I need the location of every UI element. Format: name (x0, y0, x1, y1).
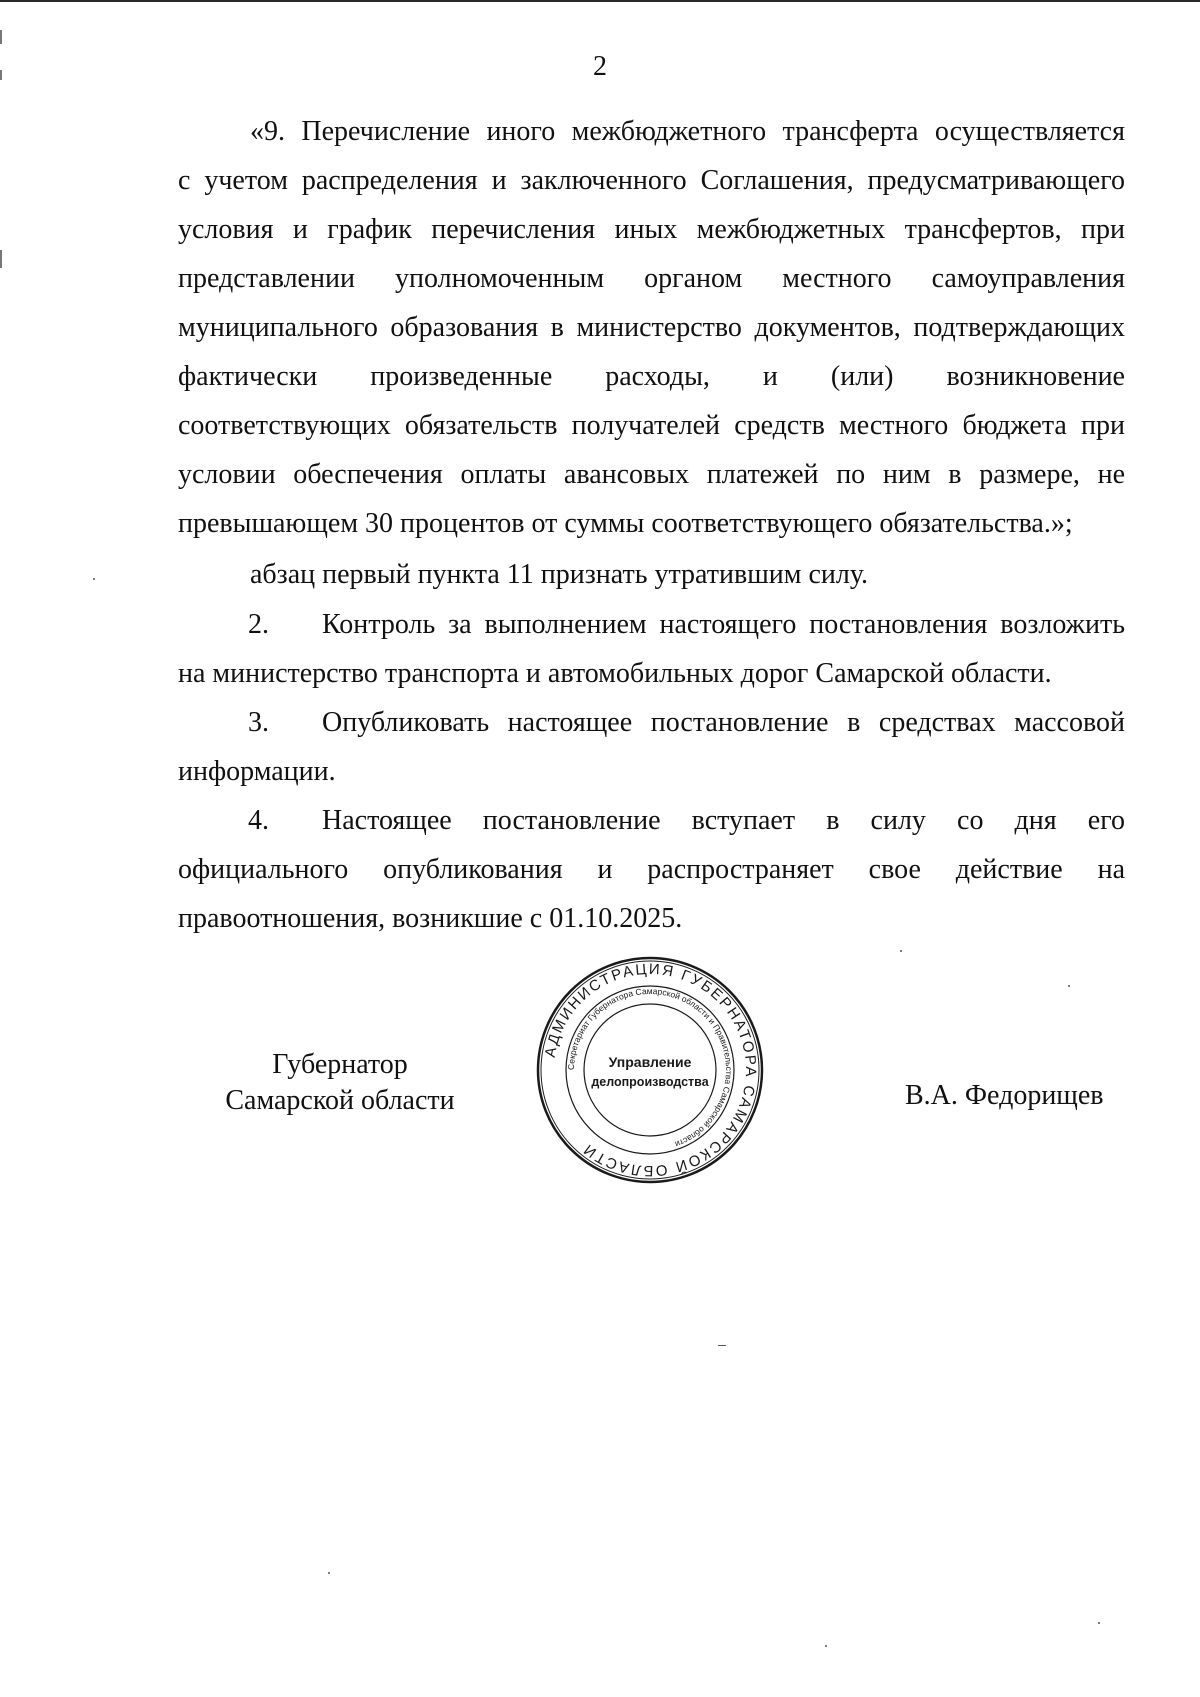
stamp-center-line: Управление (608, 1054, 692, 1070)
item-number: 2. (248, 609, 269, 640)
page-top-edge (0, 0, 1200, 2)
item-line: правоотношения, возникшие с 01.10.2025. (178, 903, 683, 934)
paragraph-line: представлении уполномоченным органом местного самоуправления (178, 263, 1125, 294)
paragraph-line: условии обеспечения оплаты авансовых платежей по ним в размере, не (178, 459, 1125, 490)
paragraph-line: превышающем 30 процентов от суммы соответствующего обязательства.»; (178, 508, 1073, 539)
scan-speck (900, 950, 902, 952)
item-number: 4. (248, 805, 269, 836)
item-line: Опубликовать настоящее постановление в средствах массовой (322, 707, 1125, 738)
margin-mark (0, 70, 2, 80)
item-line: на министерство транспорта и автомобильных дорог Самарской области. (178, 658, 1052, 689)
stamp-inner-text-path: Секретариат Губернатора Самарской области и Правительства Самарской области (565, 985, 735, 1150)
paragraph-line: условия и график перечисления иных межбюджетных трансфертов, при (178, 214, 1125, 245)
official-stamp (535, 955, 765, 1185)
item-line: Настоящее постановление вступает в силу со дня его (322, 805, 1125, 836)
paragraph-line: «9. Перечисление иного межбюджетного трансферта осуществляется (250, 116, 1125, 147)
signatory-title-line: Губернатор (272, 1049, 408, 1080)
item-line: Контроль за выполнением настоящего постановления возложить (322, 609, 1125, 640)
item-line: информации. (178, 756, 336, 787)
signatory-title-line: Самарской области (225, 1085, 455, 1116)
item-line: официального опубликования и распространяет свое действие на (178, 854, 1125, 885)
scan-speck (718, 1345, 726, 1346)
paragraph-line: фактически произведенные расходы, и (или) возникновение (178, 361, 1125, 392)
scan-speck (93, 578, 95, 580)
paragraph-abzac: абзац первый пункта 11 признать утратившим силу. (250, 559, 869, 590)
stamp-outer-text-path: АДМИНИСТРАЦИЯ ГУБЕРНАТОРА САМАРСКОЙ ОБЛАСТИ (541, 960, 760, 1180)
scan-speck (328, 1572, 330, 1574)
margin-mark (0, 250, 2, 268)
scan-speck (825, 1645, 827, 1647)
scan-speck (1098, 1622, 1100, 1624)
paragraph-line: с учетом распределения и заключенного Соглашения, предусматривающего (178, 165, 1125, 196)
signatory-name: В.А. Федорищев (905, 1080, 1104, 1111)
paragraph-line: муниципального образования в министерство документов, подтверждающих (178, 312, 1125, 343)
page-number: 2 (593, 51, 607, 82)
stamp-center-line: делопроизводства (591, 1075, 709, 1089)
margin-mark (0, 30, 2, 44)
item-number: 3. (248, 707, 269, 738)
stamp-inner-ring (584, 1004, 716, 1136)
signatory-title (205, 1047, 475, 1119)
scan-speck (1068, 985, 1070, 987)
paragraph-line: соответствующих обязательств получателей средств местного бюджета при (178, 410, 1125, 441)
